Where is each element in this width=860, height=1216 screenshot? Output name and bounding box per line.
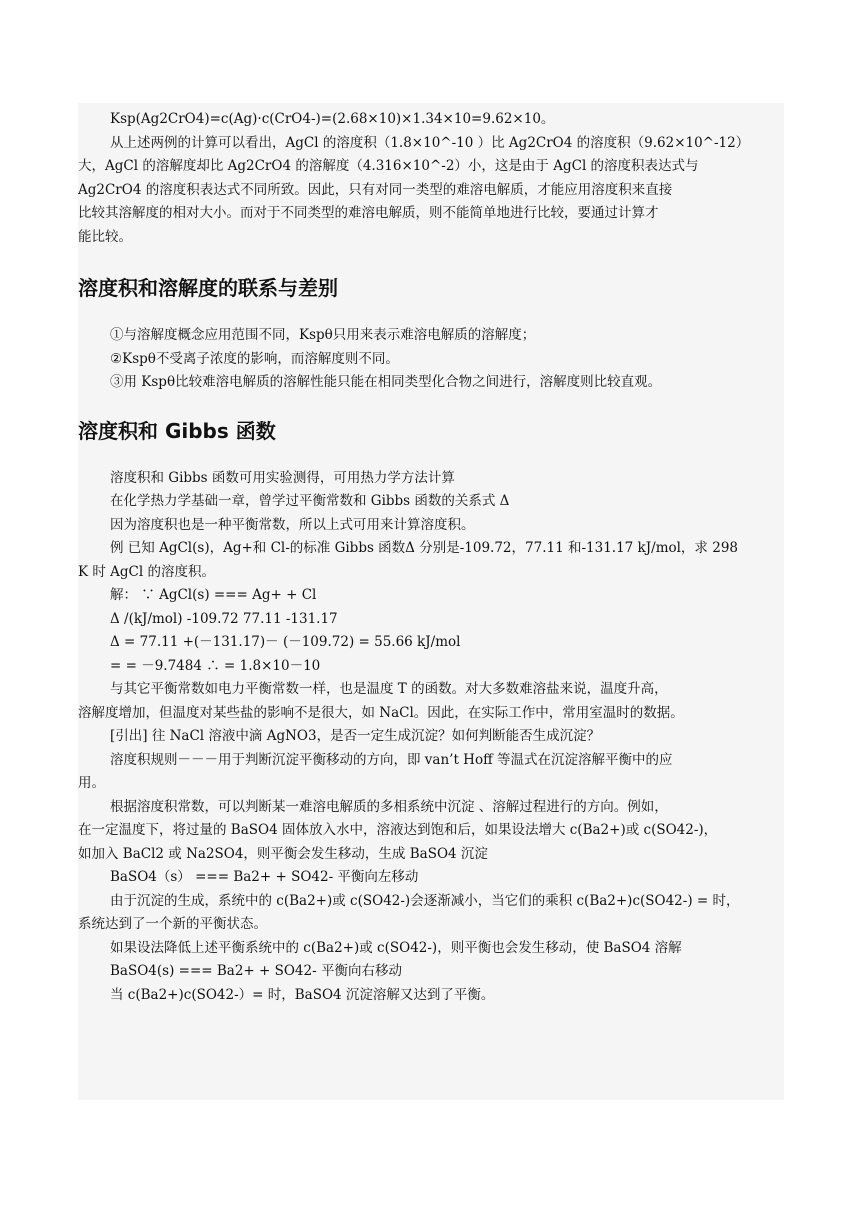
list-item: ①与溶解度概念应用范围不同，Kspθ只用来表示难溶电解质的溶解度； — [110, 327, 536, 343]
text-line: 从上述两例的计算可以看出，AgCl 的溶度积（1.8×10^-10 ）比 Ag2CrO4 的溶度积（9.62×10^-12） — [110, 134, 750, 151]
text-line: = = －9.7484 ∴ = 1.8×10－10 — [110, 657, 321, 674]
text-line: Δ = 77.11 +(－131.17)－ (－109.72) = 55.66 kJ/mol — [110, 634, 461, 650]
text-line: 溶解度增加，但温度对某些盐的影响不是很大，如 NaCl。因此，在实际工作中，常用室温时的数据。 — [78, 704, 684, 721]
list-item: ③用 Kspθ比较难溶电解质的溶解性能只能在相同类型化合物之间进行，溶解度则比较直观。 — [110, 374, 662, 390]
text-line: [引出] 往 NaCl 溶液中滴 AgNO3，是否一定生成沉淀？如何判断能否生成沉淀？ — [110, 728, 601, 744]
text-line: 与其它平衡常数如电力平衡常数一样，也是温度 T 的函数。对大多数难溶盐来说，温度升高， — [110, 681, 668, 697]
text-line: 在化学热力学基础一章，曾学过平衡常数和 Gibbs 函数的关系式 Δ — [110, 493, 510, 509]
text-line: 解： ∵ AgCl(s) === Ag+ + Cl — [110, 587, 317, 603]
text-line: 因为溶度积也是一种平衡常数，所以上式可用来计算溶度积。 — [110, 516, 475, 533]
document-content — [78, 103, 784, 1100]
text-line: Δ /(kJ/mol) -109.72 77.11 -131.17 — [110, 610, 338, 627]
text-line: 能比较。 — [78, 228, 132, 245]
text-line: 在一定温度下，将过量的 BaSO4 固体放入水中，溶液达到饱和后，如果设法增大 c(Ba2+)或 c(SO42-)， — [78, 822, 718, 838]
text-line: 根据溶度积常数，可以判断某一难溶电解质的多相系统中沉淀 、溶解过程进行的方向。例如， — [110, 798, 668, 815]
text-line: 用。 — [78, 775, 105, 791]
text-line: 溶度积和 Gibbs 函数可用实验测得，可用热力学方法计算 — [110, 469, 455, 486]
text-line: 当 c(Ba2+)c(SO42-）= 时，BaSO4 沉淀溶解又达到了平衡。 — [110, 986, 495, 1003]
section-heading: 溶度积和 Gibbs 函数 — [78, 418, 276, 443]
text-line: 溶度积规则－－－用于判断沉淀平衡移动的方向，即 van’t Hoff 等温式在沉淀溶解平衡中的应 — [110, 751, 673, 768]
text-line: 如果设法降低上述平衡系统中的 c(Ba2+)或 c(SO42-)，则平衡也会发生移动，使 BaSO4 溶解 — [110, 939, 682, 956]
text-line: K 时 AgCl 的溶度积。 — [78, 563, 215, 580]
text-line: 例 已知 AgCl(s)，Ag+和 Cl-的标准 Gibbs 函数Δ 分别是-109.72，77.11 和-131.17 kJ/mol，求 298 — [110, 540, 738, 556]
text-line: 由于沉淀的生成，系统中的 c(Ba2+)或 c(SO42-)会逐渐减小，当它们的乘积 c(Ba2+)c(SO42-) = 时， — [110, 892, 740, 909]
text-line: 如加入 BaCl2 或 Na2SO4，则平衡会发生移动，生成 BaSO4 沉淀 — [78, 845, 488, 862]
list-item: ②Kspθ不受离子浓度的影响，而溶解度则不同。 — [110, 350, 399, 367]
text-line: 大，AgCl 的溶解度却比 Ag2CrO4 的溶解度（4.316×10^-2）小，这是由于 AgCl 的溶度积表达式与 — [78, 158, 699, 174]
gibbs-section — [78, 467, 784, 1008]
text-line: 系统达到了一个新的平衡状态。 — [78, 916, 267, 932]
text-line: BaSO4（s） === Ba2+ + SO42- 平衡向左移动 — [110, 869, 419, 885]
text-line: Ksp(Ag2CrO4)=c(Ag)·c(CrO4-)=(2.68×10)×1.34×10=9.62×10。 — [110, 111, 555, 127]
text-line: BaSO4(s) === Ba2+ + SO42- 平衡向右移动 — [110, 963, 402, 979]
section-heading: 溶度积和溶解度的联系与差别 — [78, 276, 338, 300]
text-line: Ag2CrO4 的溶度积表达式不同所致。因此，只有对同一类型的难溶电解质，才能应用溶度积来直接 — [78, 181, 673, 198]
intro-paragraphs — [78, 108, 784, 249]
difference-list — [78, 324, 784, 395]
text-line: 比较其溶解度的相对大小。而对于不同类型的难溶电解质，则不能简单地进行比较，要通过计算才 — [78, 205, 659, 221]
